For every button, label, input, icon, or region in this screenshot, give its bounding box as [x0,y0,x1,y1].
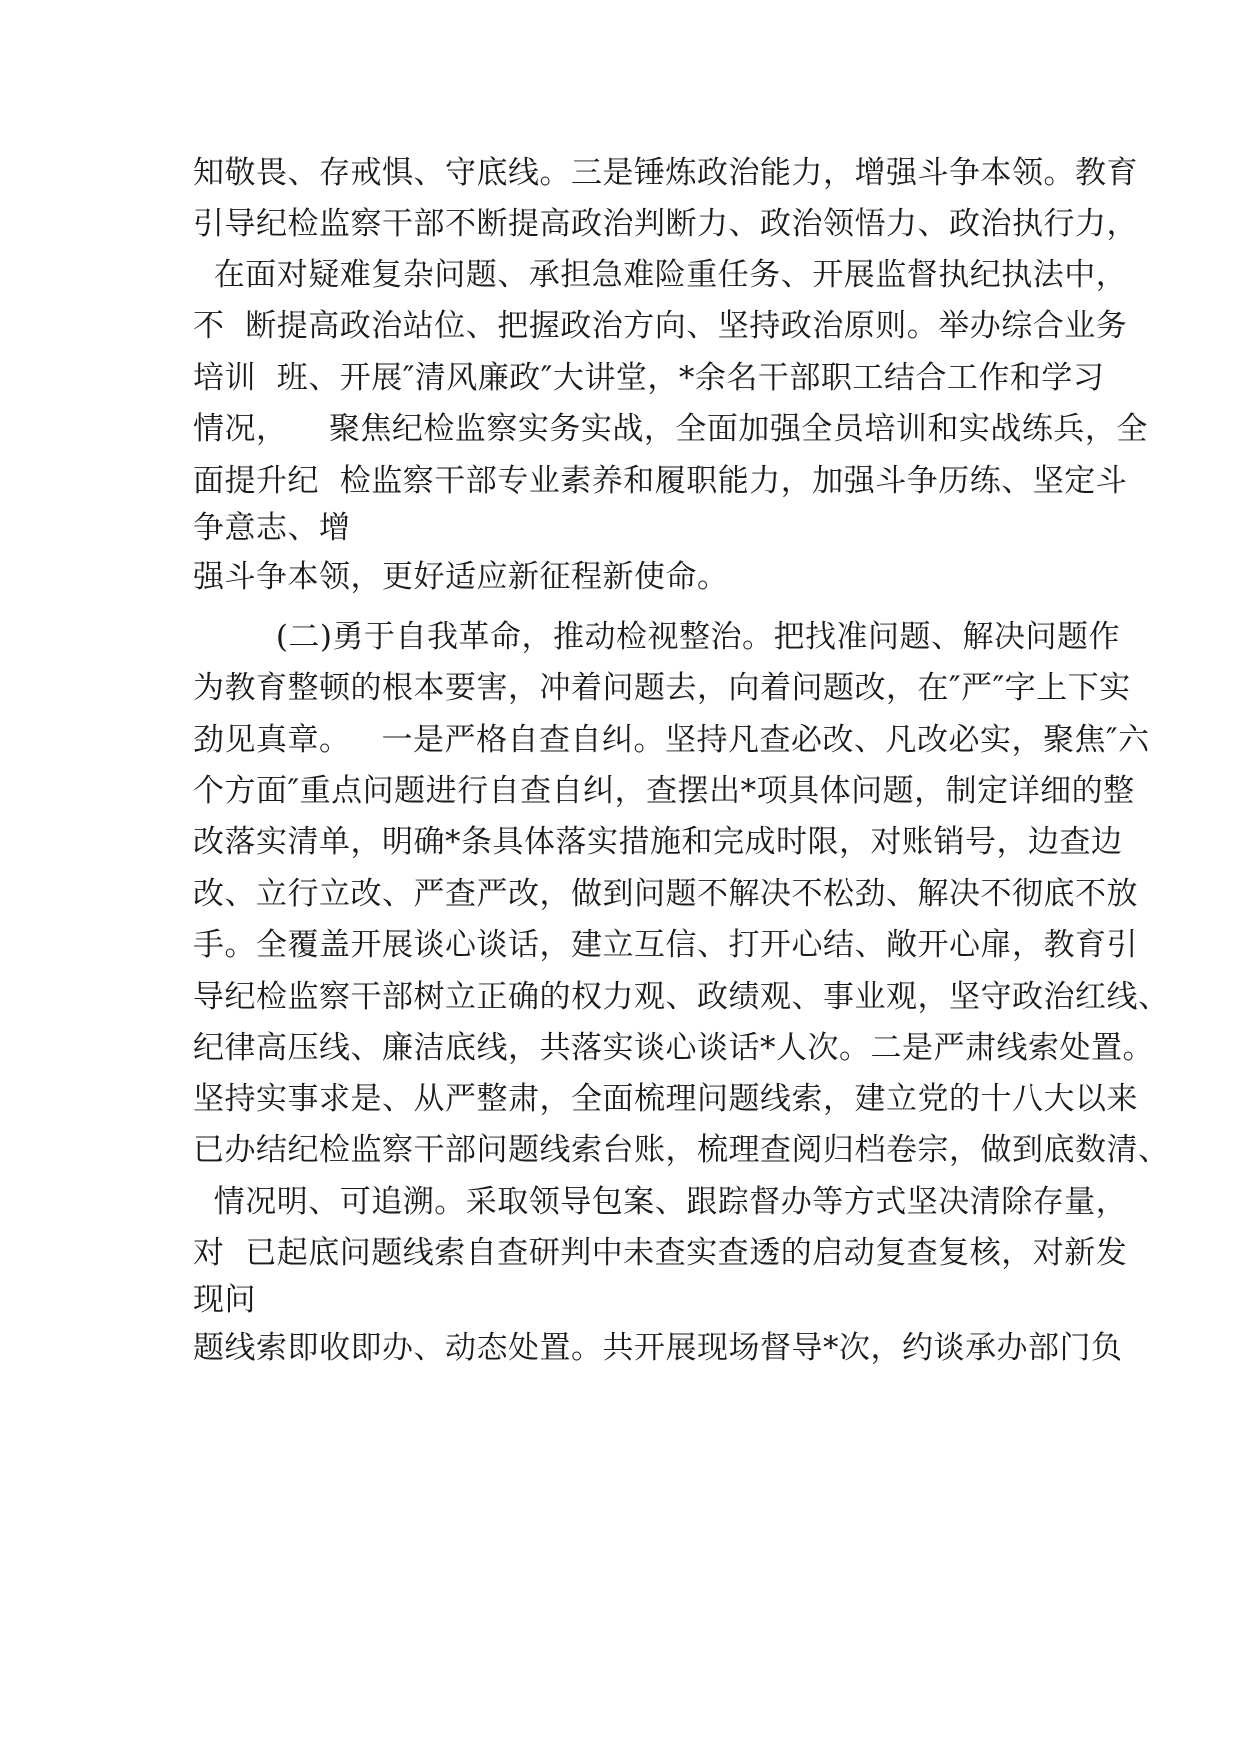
text-line: 面提升纪 检监察干部专业素养和履职能力，加强斗争历练、坚定斗 [193,463,1128,499]
text-line: 已办结纪检监察干部问题线索台账，梳理查阅归档卷宗，做到底数清、 [193,1132,1170,1168]
text-line: 题线索即收即办、动态处置。共开展现场督导*次，约谈承办部门负 [193,1330,1123,1366]
text-line: 劲见真章。 一是严格自查自纠。坚持凡查必改、凡改必实，聚焦″六 [193,722,1150,758]
text-line: 个方面″重点问题进行自查自纠，查摆出*项具体问题，制定详细的整 [193,773,1135,809]
text-line: 培训 班、开展″清风廉政″大讲堂，*余名干部职工结合工作和学习 [193,360,1105,396]
text-line: 改落实清单，明确*条具体落实措施和完成时限，对账销号，边查边 [193,824,1123,860]
text-line: 情况明、可追溯。采取领导包案、跟踪督办等方式坚决清除存量， [193,1184,1128,1220]
text-line: 对 已起底问题线索自查研判中未查实查透的启动复查复核，对新发 [193,1235,1128,1271]
text-line: 现问 [193,1282,256,1318]
text-line: 引导纪检监察干部不断提高政治判断力、政治领悟力、政治执行力， [193,206,1138,242]
paragraph-start-line: (二)勇于自我革命，推动检视整治。把找准问题、解决问题作 [193,619,1121,655]
text-line: 强斗争本领，更好适应新征程新使命。 [193,559,729,595]
text-line: 为教育整顿的根本要害，冲着问题去，向着问题改，在″严″字上下实 [193,670,1131,706]
text-line: 手。全覆盖开展谈心谈话，建立互信、打开心结、敞开心扉，教育引 [193,927,1138,963]
text-line: 知敬畏、存戒惧、守底线。三是锤炼政治能力，增强斗争本领。教育 [193,155,1138,191]
text-line: 纪律高压线、廉洁底线，共落实谈心谈话*人次。二是严肃线索处置。 [193,1030,1154,1066]
text-line: 坚持实事求是、从严整肃，全面梳理问题线索，建立党的十八大以来 [193,1081,1138,1117]
text-line: 争意志、增 [193,510,351,546]
text-line: 导纪检监察干部树立正确的权力观、政绩观、事业观，坚守政治红线、 [193,979,1170,1015]
text-line: 改、立行立改、严查严改，做到问题不解决不松劲、解决不彻底不放 [193,876,1138,912]
text-line: 情况， 聚焦纪检监察实务实战，全面加强全员培训和实战练兵，全 [193,411,1148,447]
text-line: 不 断提高政治站位、把握政治方向、坚持政治原则。举办综合业务 [193,308,1128,344]
text-line: 在面对疑难复杂问题、承担急难险重任务、开展监督执纪执法中， [193,257,1128,293]
